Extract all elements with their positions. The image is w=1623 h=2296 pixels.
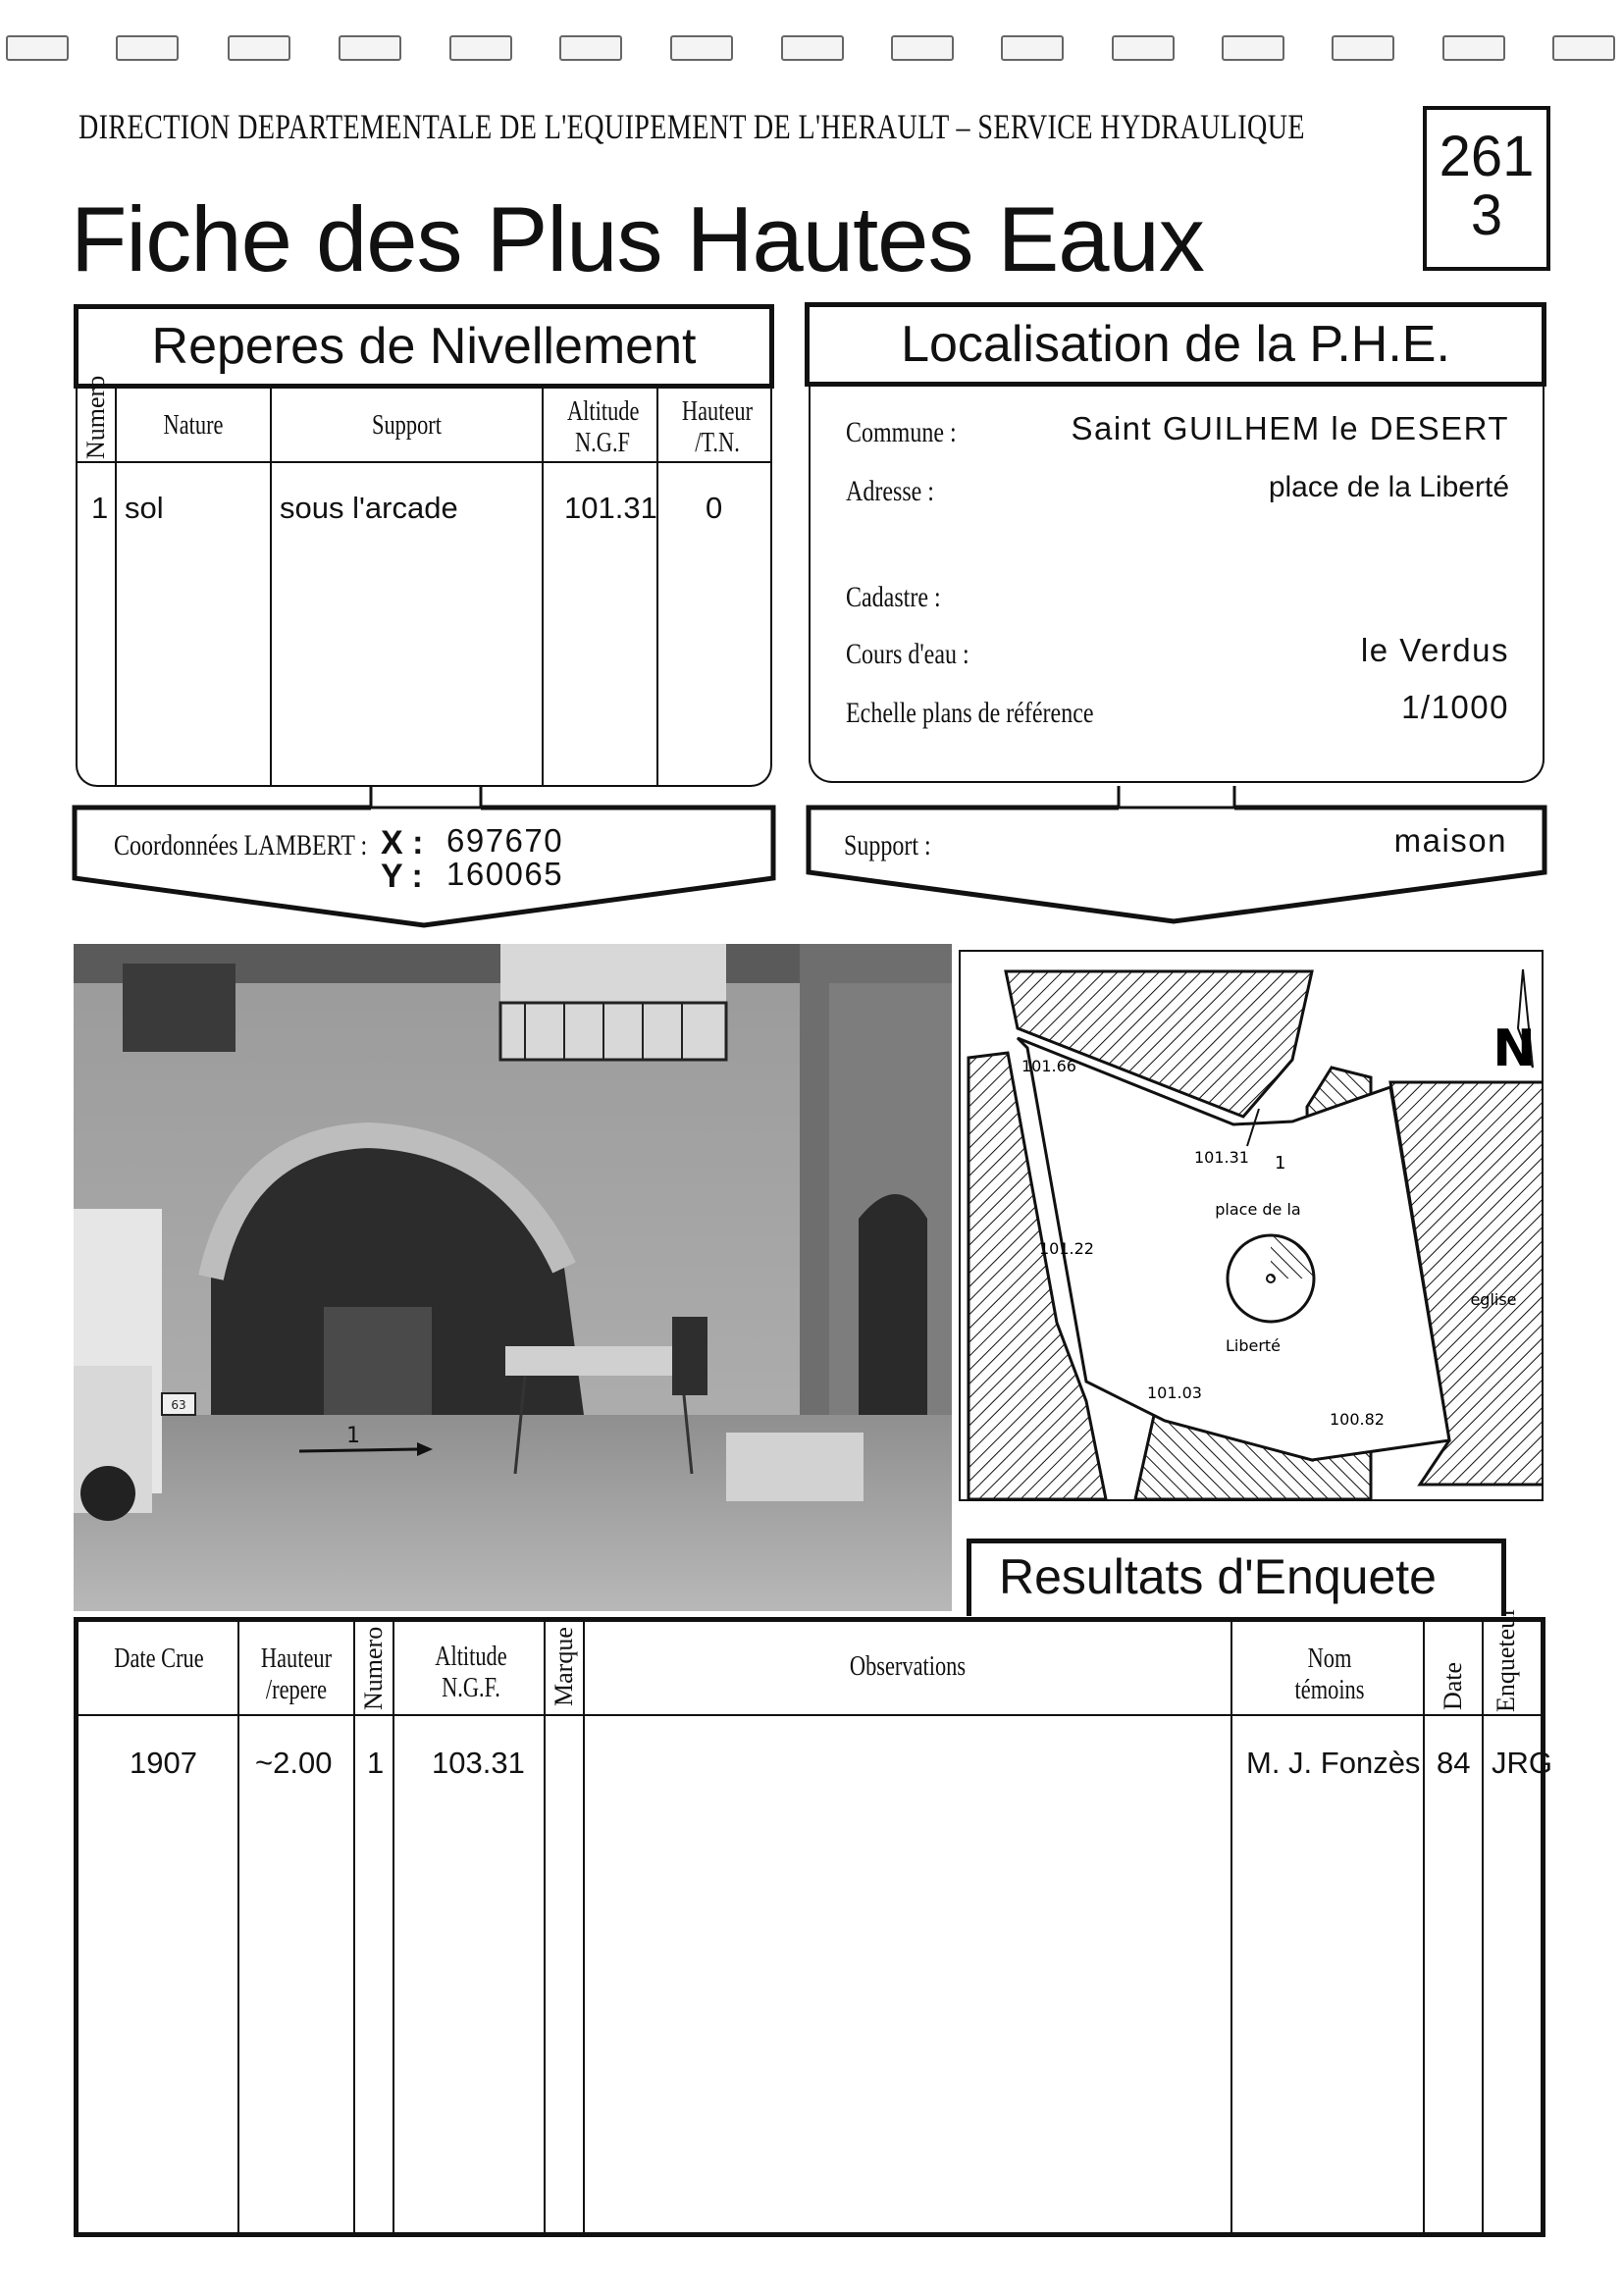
binder-hole [781,35,844,61]
col-nature: Nature [163,410,224,441]
lambert-x-value: 697670 [446,822,564,859]
binder-hole [228,35,290,61]
echelle-value: 1/1000 [1401,689,1509,725]
localisation-heading: Localisation de la P.H.E. [805,302,1546,387]
adresse-value: place de la Liberté [1268,471,1509,503]
reperes-heading: Reperes de Nivellement [74,304,774,389]
spot-height: 101.31 [1194,1148,1249,1167]
col-nom-temoins: Nom témoins [1294,1644,1365,1705]
sheet-sub-number: 3 [1470,183,1503,247]
cadastre-label: Cadastre : [846,581,941,613]
repere-altitude: 101.31 [564,491,657,525]
support-value: maison [1393,822,1507,859]
adresse-label: Adresse : [846,475,934,507]
binder-hole [6,35,69,61]
col-numero: Numero [81,375,110,459]
localisation-panel [809,387,1544,783]
photo-plate-text: 63 [171,1398,186,1412]
col-date-crue: Date Crue [114,1644,204,1674]
lambert-y-label: Y : [381,858,423,895]
repere-support: sous l'arcade [280,491,458,525]
col-hauteur: Hauteur /T.N. [681,396,754,458]
church-label: église [1470,1290,1517,1309]
cours-eau-value: le Verdus [1360,632,1509,668]
binder-hole [1222,35,1284,61]
commune-value: Saint GUILHEM le DESERT [1071,410,1509,446]
resultat-nom-temoins: M. J. Fonzès [1246,1746,1421,1780]
resultat-date: 84 [1437,1746,1471,1780]
col-altitude: Altitude N.G.F [567,396,640,458]
reperes-table [76,375,772,787]
building-photo [74,944,952,1611]
resultat-hauteur: ~2.00 [255,1746,333,1780]
sheet-number: 261 [1439,125,1535,188]
binder-hole [1442,35,1505,61]
col-marque: Marque [550,1627,578,1706]
binder-hole [559,35,622,61]
commune-label: Commune : [846,416,957,448]
binder-hole [1112,35,1175,61]
place-label-bottom: Liberté [1225,1336,1282,1355]
agency-header: DIRECTION DEPARTEMENTALE DE L'EQUIPEMENT DE L'HERAULT – SERVICE HYDRAULIQUE [79,107,1305,146]
col-altitude: Altitude N.G.F. [435,1642,507,1703]
cours-eau-label: Cours d'eau : [846,638,969,670]
repere-hauteur: 0 [706,491,723,525]
resultat-numero: 1 [367,1746,385,1780]
resultat-enqueteur: JRG [1492,1746,1552,1780]
binder-hole [1332,35,1394,61]
resultat-altitude: 103.31 [432,1746,525,1780]
binder-hole [1001,35,1064,61]
resultats-heading: Resultats d'Enquete [999,1549,1437,1604]
col-observations: Observations [849,1651,967,1682]
lambert-label: Coordonnées LAMBERT : [114,829,368,861]
binder-hole [339,35,401,61]
place-label-top: place de la [1215,1200,1301,1219]
support-label: Support : [844,829,931,861]
binder-hole [670,35,733,61]
resultats-table [74,1607,1552,2237]
spot-height: 101.22 [1039,1239,1094,1258]
binder-hole [891,35,954,61]
binder-hole [1552,35,1615,61]
col-numero: Numero [359,1626,388,1710]
map-marker-1: 1 [1275,1153,1286,1174]
col-hauteur-repere: Hauteur /repere [260,1644,333,1705]
sheet-number-box [1423,106,1550,271]
echelle-label: Echelle plans de référence [846,697,1094,729]
page-title: Fiche des Plus Hautes Eaux [71,187,1204,290]
spot-height: 101.66 [1021,1057,1076,1075]
col-date: Date [1439,1661,1467,1710]
repere-numero: 1 [91,491,109,525]
repere-nature: sol [125,491,164,525]
photo-arrow-label: 1 [346,1424,360,1448]
lambert-x-label: X : [381,824,424,861]
north-arrow: N [1492,1019,1536,1078]
spot-height: 101.03 [1147,1383,1202,1402]
lambert-y-value: 160065 [446,856,564,892]
col-enqueteur: Enqueteur [1492,1607,1520,1712]
binder-hole [449,35,512,61]
col-support: Support [372,410,442,441]
location-map [959,950,1544,1501]
resultat-date-crue: 1907 [130,1746,197,1780]
binder-hole [116,35,179,61]
spot-height: 100.82 [1330,1410,1385,1429]
